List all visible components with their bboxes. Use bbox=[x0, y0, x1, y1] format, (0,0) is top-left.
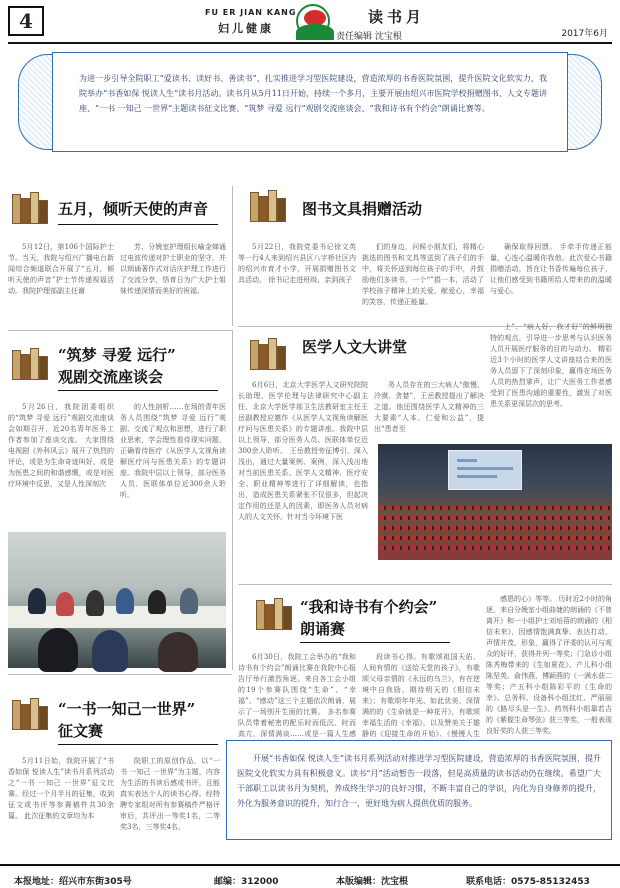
essay-title-underline bbox=[58, 744, 218, 745]
lecture-title: 医学人文大讲堂 bbox=[302, 338, 408, 356]
publication-name-cn: 妇儿健康 bbox=[218, 22, 274, 35]
discussion-photo bbox=[8, 532, 226, 668]
closing-summary: 开展“书香如保 悦读人生”读书月系列活动对推进学习型医院建设，营造浓厚的书香医院氛围，提升医院文化软实力具有积极意义。读书“月”活动暂告一段落，但是高质量的读书活动仍在继续。希望广大干部职工以读书月为契机，养成终生学习的良好习惯，不断丰富自己的学识，内化为自身修养的提升，外化为服务意识的提升，知行合一，更好地为病人提供优质的服务。 bbox=[226, 740, 612, 840]
intro-banner bbox=[8, 48, 612, 156]
poetry-subtitle: 朗诵赛 bbox=[300, 620, 346, 638]
books-icon bbox=[248, 188, 288, 222]
books-icon bbox=[248, 336, 288, 370]
column-title: 读书月 bbox=[368, 8, 426, 26]
footer-phone: 联系电话：0575-85132453 bbox=[466, 877, 590, 887]
page-number: 4 bbox=[8, 6, 44, 36]
book-text-col3: 确保取得回馈。 手牵手传递正能量，心连心温暖你我他。此次爱心书籍捐赠活动，旨在让书香传遍每位孩子，让他们感受到书籍所给人带来的的温暖与爱心。 bbox=[490, 243, 612, 295]
issue-date: 2017年6月 bbox=[561, 29, 608, 39]
intro-text: 为进一步引导全院职工“爱读书、读好书、善读书”，扎实推进学习型医院建设，营造浓厚的书香医院氛围，提升医院文化软实力，我院举办“书香如保 悦读人生”读书月活动。读书月从5月11日开始，持续一个多月，主要开展由绍兴市医院学校捐赠图书、人文专题讲座、“一书 一知己 一世界”主题读书征文比赛、“筑梦 寻爱 远行”观剧交流座谈会、“我和诗书有个约会”朗诵比赛等。 bbox=[52, 52, 568, 152]
footer-editor: 本版编辑：沈宝根 bbox=[336, 877, 409, 887]
section-divider bbox=[8, 674, 232, 675]
lecture-text-col3: 上”、“病人好，我才好”的鲜明独特的观点，引导进一步思考与认识医务人员开展医疗服务的目的与动力。 精彩近3个小时的医学人文讲座结合来的医务人员留下了深刻印象，赢得在场医务人员的热烈掌声，让广大医务工作者感受到了医患沟通的重要性，激发了对医患关系更深层次的思考。 bbox=[490, 323, 612, 408]
poetry-text-col3: 感恩的心》等等。 历时近2小时的角逐，来自分娩室小组曲婕的朗诵的《不曾离开》和一小组护士刘培蓓的朗诵的《相信未来》，因感情饱满真挚、表达打动，声情并茂、形象，赢得了评委的认可与观众的好评，获得并列一等奖；门急诊小组陈秀梅带来的《生如夏花》、产儿科小组陈坚英、俞伟燕、傅颖燕的《一满水获二等奖；产五科小组陈彩平的《生命的幸》、总务科、设备科小组沈红、严丽丽的《路尽头是一生》、药剂科小组靠若吉的《紫握生命琴弦》获三等奖，一般表现良好奖的人获三等奖。 bbox=[486, 595, 612, 735]
books-icon bbox=[254, 596, 294, 630]
books-icon bbox=[10, 190, 50, 224]
footer-address: 本报地址：绍兴市东街305号 bbox=[14, 877, 132, 887]
poetry-title-underline bbox=[300, 642, 450, 643]
may-title-underline bbox=[58, 224, 218, 225]
drama-title: “筑梦 寻爱 远行” bbox=[58, 346, 176, 364]
essay-title: “一书一知己一世界” bbox=[58, 700, 196, 718]
book-donation-title: 图书文具捐赠活动 bbox=[302, 200, 423, 218]
may-text-col1: 5月12日，第106个国际护士节。当天，我院与绍兴广播电台新闻综合频道联合开展了“五月，倾听天使的声音”护士节传递视福活动。我院护理部副主任谢 bbox=[8, 243, 114, 295]
section-divider bbox=[238, 584, 612, 585]
page-footer bbox=[0, 864, 620, 888]
drama-title-underline bbox=[58, 390, 218, 391]
essay-text-col2: 院职工的原创作品，以“一书 一知己 一世界”为主题，内容为生活的书读后感或书评，且能真实表达个人的读书心得。经特聘专家组对所有参赛稿件严格评审后，共评出一等奖1名，二等奖3名，三等奖4名。 bbox=[120, 757, 220, 831]
hospital-logo-icon bbox=[296, 4, 330, 38]
page-header bbox=[0, 0, 620, 44]
drama-text-col2: 的人性剖析……在场的青年医务人员围绕“筑梦 寻爱 远行”观剧、交流了观点和思想，进行了职业思索，学会理性看待现实问题，正确看待医疗《从医学人文视角读解医疗问与医患关系》的专题讲座。我院中层以上领导，部分医务人员、医联体单位近300余人聆听。 bbox=[120, 403, 226, 499]
book-text-col1: 5月22日，我院党委书记徐文英等一行4人来到绍兴县区八字桥社区内的绍兴市育才小学，开展捐赠图书文具活动。 徐书记走进班级，亲到孩子 bbox=[238, 243, 356, 284]
lecture-text-col2: 务人员存在的三大病人“傲慢、冷漠、贪婪”，王岳教授提出了解决之道。他还围绕医学人文精神的三大要素“人本、仁爱和公益”，提出“患者至 bbox=[374, 381, 484, 433]
essay-subtitle: 征文赛 bbox=[58, 722, 104, 740]
column-divider bbox=[232, 186, 233, 326]
drama-text-col1: 5月26日，我院团委组织的“筑梦 寻爱 远行”观剧交流座谈会如期召开，近20名青年医务工作者参加了座谈交流。 大家围绕电视剧《外科风云》展开了热烈的评论，或是为生命奇迹叫好，或是为医患之间的和谐感慨，或是对医疗环境中反思，又是人性深刻次 bbox=[8, 403, 114, 488]
lecture-photo bbox=[378, 444, 612, 560]
poetry-title: “我和诗书有个约会” bbox=[300, 598, 438, 616]
responsible-editor: 责任编辑 沈宝根 bbox=[336, 32, 402, 42]
poetry-text-col1: 6月30日，我院工会举办的“我和诗书有个约会”朗诵比赛在我院中心报告厅举行激烈角逐。来自各工会小组的19个参赛队围绕“生命”、“幸福”、“感动”这三个主题依次朗诵，展示了一场别开生面的比赛。 多名参赛队员带着秘密的配乐时而低沉、时而高亢，深情满谈……或是一篇人生感 bbox=[238, 653, 356, 738]
book-text-col2: 们的身边，问候小朋友们，将精心挑选的图书和文具等送到了孩子们的手中，将关怀送到每位孩子的手中，并鼓励他们多读书，一个“”捐一本，活动了学校孩子精神上的关爱，献爱心，幸福的笑容，传递正能量。 bbox=[362, 243, 484, 306]
lecture-text-col1: 6月6日，北京大学医学人文研究院院长助理、医学伦理与法律研究中心副主任、北京大学医学部卫生法教研室主任王岳副教授应邀作《从医学人文视角读解医疗问与医患关系》的专题讲座。我院中层以上领导，部分医务人员、医联体单位近300余人聆听。 王岳教授旁征博引、深入浅出，通过大量案例、案例，深入浅出地对当前医患关系、医学人文精神、医疗安全、职业精神等进行了详细解读，也指出，造成医患关系紧张不仅很多，但起决定作用的还是人的因素，即医务人员对病人的人文关怀。针对当今环境下医 bbox=[238, 381, 368, 521]
essay-text-col1: 5月11日始，我院开展了“书香如保 悦读人生”读书月系列活动之“一书 一知己 一世界”征文比赛。经过一个月半月的征集，收到征文或书评等参赛稿件共30余篇。 此次征集的文章均为本 bbox=[8, 757, 114, 820]
column-divider bbox=[232, 330, 233, 670]
drama-subtitle: 观剧交流座谈会 bbox=[58, 368, 164, 386]
may-title: 五月，倾听天使的声音 bbox=[58, 200, 209, 218]
header-rule bbox=[8, 42, 612, 44]
publication-name-en: FU ER JIAN KANG bbox=[205, 8, 297, 17]
books-icon bbox=[10, 346, 50, 380]
books-icon bbox=[10, 696, 50, 730]
poetry-text-col2: 段读书心得。有歌颂祖国天佑、人间有情的《送给天堂的孩子》，有歌颂父母亲情的《永远的乌兰》，有在逆境中自我励、期待明天的《相信未来》；有歌颂年年光、如此优美、深情满的的《生命就是一种花开》，有歌颂幸福生活的《幸福》，以及赞美关于雄静的《迎接生命的开始》、《慢慢人生 bbox=[362, 653, 480, 738]
section-divider bbox=[8, 330, 232, 331]
may-text-col2: 芳、分娩室护理组长喻金娣通过电波传递对护士职业的坚守，并以朗诵著作式对话庆护理工作进行了交流分享，悟育日为广大护士姐妹传递深情而美好的祝福。 bbox=[120, 243, 226, 295]
footer-postcode: 邮编：312000 bbox=[214, 877, 279, 887]
